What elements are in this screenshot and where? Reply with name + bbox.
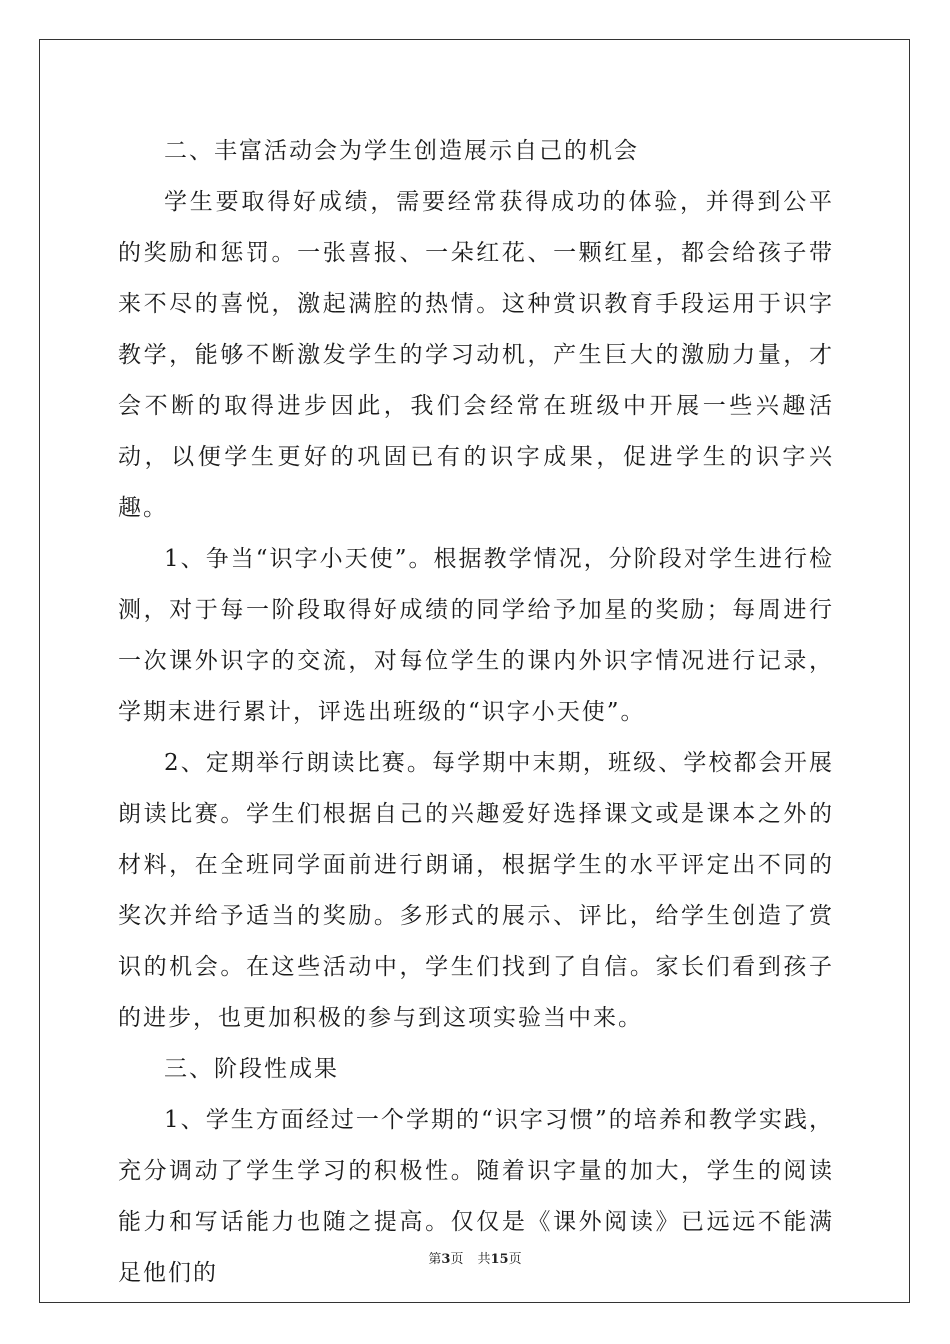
page-footer [0, 1248, 950, 1267]
paragraph: 1、争当“识字小天使”。根据教学情况，分阶段对学生进行检测，对于每一阶段取得好成绩的同学给予加星的奖励；每周进行一次课外识字的交流，对每位学生的课内外识字情况进行记录，学期末进行累计，评选出班级的“识字小天使”。 [118, 546, 834, 725]
paragraph: 学生要取得好成绩，需要经常获得成功的体验，并得到公平的奖励和惩罚。一张喜报、一朵红花、一颗红星，都会给孩子带来不尽的喜悦，激起满腔的热情。这种赏识教育手段运用于识字教学，能够不断激发学生的学习动机，产生巨大的激励力量，才会不断的取得进步因此，我们会经常在班级中开展一些兴趣活动，以便学生更好的巩固已有的识字成果，促进学生的识字兴趣。 [118, 189, 834, 521]
total-pages: 15 [490, 1252, 509, 1267]
paragraph: 2、定期举行朗读比赛。每学期中末期，班级、学校都会开展朗读比赛。学生们根据自己的兴趣爱好选择课文或是课本之外的材料，在全班同学面前进行朗诵，根据学生的水平评定出不同的奖次并给予适当的奖励。多形式的展示、评比，给学生创造了赏识的机会。在这些活动中，学生们找到了自信。家长们看到孩子的进步，也更加积极的参与到这项实验当中来。 [118, 750, 834, 1031]
document-body [118, 126, 834, 1299]
section-heading-2: 二、丰富活动会为学生创造展示自己的机会 [164, 138, 639, 164]
page-number: 3 [441, 1252, 451, 1267]
total-suffix: 页 [508, 1252, 522, 1267]
page-suffix: 页 [450, 1252, 464, 1267]
total-prefix: 共 [477, 1252, 491, 1267]
page-prefix: 第 [428, 1252, 442, 1267]
section-heading-3: 三、阶段性成果 [164, 1056, 339, 1082]
paragraph: 1、学生方面经过一个学期的“识字习惯”的培养和教学实践，充分调动了学生学习的积极性。随着识字量的加大，学生的阅读能力和写话能力也随之提高。仅仅是《课外阅读》已远远不能满足他们的 [118, 1107, 834, 1286]
